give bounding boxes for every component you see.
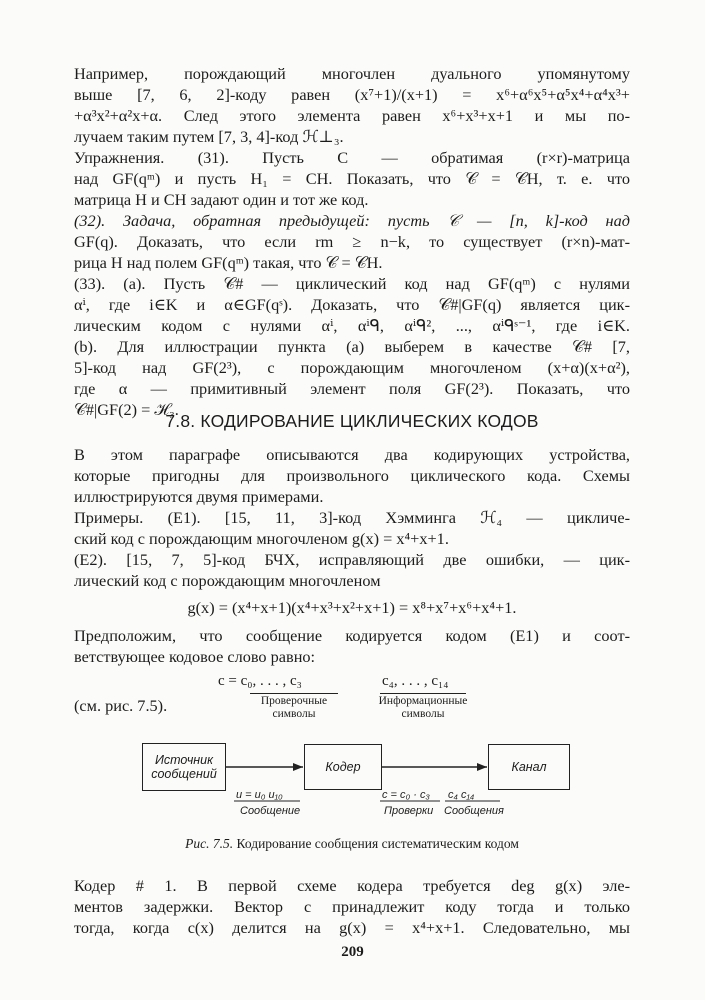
arrow-head	[293, 763, 303, 771]
figure-caption	[74, 836, 630, 852]
see-figure: (см. рис. 7.5).	[74, 696, 168, 715]
page-number: 209	[341, 944, 364, 960]
encoder-text-line: Кодер # 1. В первой схеме кодера требуется deg g(x) эле-	[74, 876, 630, 895]
codeword-check-part: c = c₀, . . . , c₃	[218, 673, 302, 689]
exercise-33-line: (b). Для иллюстрации пункта (a) выберем в качестве 𝒞# [7,	[74, 337, 630, 356]
info-label-line: Информационные	[378, 695, 468, 707]
exercise-31-line: над GF(qᵐ) и пусть H₁ = CH. Показать, что 𝒞 = 𝒞H, т. е. что	[74, 169, 630, 188]
exercise-33-line: αⁱ, где i∈K и α∈GF(qˢ). Доказать, что 𝒞#|GF(q) является цик-	[74, 295, 630, 314]
examples-line: (E2). [15, 7, 5]-код БЧХ, исправляющий две ошибки, — цик-	[74, 550, 630, 569]
codeword-info-part: c₄, . . . , c₁₄	[382, 673, 449, 689]
examples-line: лический код с порождающим многочленом	[74, 571, 381, 590]
assume-line: ветствующее кодовое слово равно:	[74, 647, 316, 666]
exercise-33-line: лическим кодом с нулями αⁱ, αⁱᑫ, αⁱᑫ², ..., αⁱᑫˢ⁻¹, где i∈K.	[74, 316, 630, 335]
exercise-32-line: GF(q). Доказать, что если rm ≥ n−k, то существует (r×n)-мат-	[74, 232, 630, 251]
intro-line: которые пригодны для произвольного циклического кода. Схемы	[74, 466, 630, 485]
caption-text: Кодирование сообщения систематическим кодом	[236, 836, 519, 851]
assume-line: Предположим, что сообщение кодируется кодом (E1) и соот-	[74, 626, 630, 645]
text-line: +α³x²+α²x+α. След этого элемента равен x⁶+x³+x+1 и мы по-	[74, 106, 630, 125]
checks-label: Проверки	[384, 805, 434, 817]
exercise-32-line: рица H над полем GF(qᵐ) такая, что 𝒞 = 𝒞H.	[74, 253, 383, 272]
exercise-33-line: где α — примитивный элемент поля GF(2³). Показать, что	[74, 379, 630, 398]
check-label-line: Проверочные	[260, 695, 328, 707]
encoder-text-line: тогда, когда c(x) делится на g(x) = x⁴+x+1. Следовательно, мы	[74, 918, 630, 937]
check-label-line: символы	[272, 708, 316, 720]
arrow-head	[477, 763, 487, 771]
info-label-line: символы	[401, 708, 445, 720]
exercise-33-line: 5]-код над GF(2³), с порождающим многочленом (x+α)(x+α²),	[74, 358, 630, 377]
source-box	[142, 743, 226, 791]
bch-formula: g(x) = (x⁴+x+1)(x⁴+x³+x²+x+1) = x⁸+x⁷+x⁶+x⁴+1.	[187, 598, 517, 617]
encoder-text-line: ментов задержки. Вектор c принадлежит коду тогда и только	[74, 897, 630, 916]
encoder-box: Кодер	[304, 744, 382, 790]
text-line: выше [7, 6, 2]-коду равен (x⁷+1)/(x+1) = x⁶+α⁶x⁵+α⁵x⁴+α⁴x³+	[74, 85, 630, 104]
exercise-31-line: Упражнения. (31). Пусть C — обратимая (r×r)-матрица	[74, 148, 630, 167]
message-label-2: Сообщения	[444, 805, 504, 817]
intro-line: В этом параграфе описываются два кодирующих устройства,	[74, 445, 630, 464]
caption-prefix: Рис. 7.5.	[185, 836, 234, 851]
code-sequence-checks: c = c₀ · c₃	[382, 789, 430, 801]
message-label: Сообщение	[240, 805, 301, 817]
text-line: лучаем таким путем [7, 3, 4]-код ℋ⊥₃.	[74, 127, 344, 146]
intro-line: иллюстрируются двумя примерами.	[74, 487, 324, 506]
examples-line: Примеры. (E1). [15, 11, 3]-код Хэмминга ℋ₄ — цикличе-	[74, 508, 630, 527]
exercise-33-line: (33). (a). Пусть 𝒞# — циклический код над GF(qᵐ) с нулями	[74, 274, 630, 293]
examples-line: ский код с порождающим многочленом g(x) = x⁴+x+1.	[74, 529, 449, 548]
source-label: Источник	[154, 753, 214, 767]
channel-box: Канал	[488, 744, 570, 790]
text-line: Например, порождающий многочлен дуального упомянутому	[74, 64, 630, 83]
exercise-31-line: матрица H и CH задают один и тот же код.	[74, 190, 369, 209]
code-sequence-info: c₄ c₁₄	[448, 789, 475, 801]
exercise-33-line: 𝒞#|GF(2) = ℋ₃.	[74, 400, 179, 419]
message-sequence: u = u₀ u₁₀	[236, 789, 283, 801]
exercise-32-line: (32). Задача, обратная предыдущей: пусть 𝒞 — [n, k]-код над	[74, 211, 630, 230]
section-heading: 7.8. КОДИРОВАНИЕ ЦИКЛИЧЕСКИХ КОДОВ	[165, 411, 539, 431]
source-label: сообщений	[151, 767, 217, 781]
